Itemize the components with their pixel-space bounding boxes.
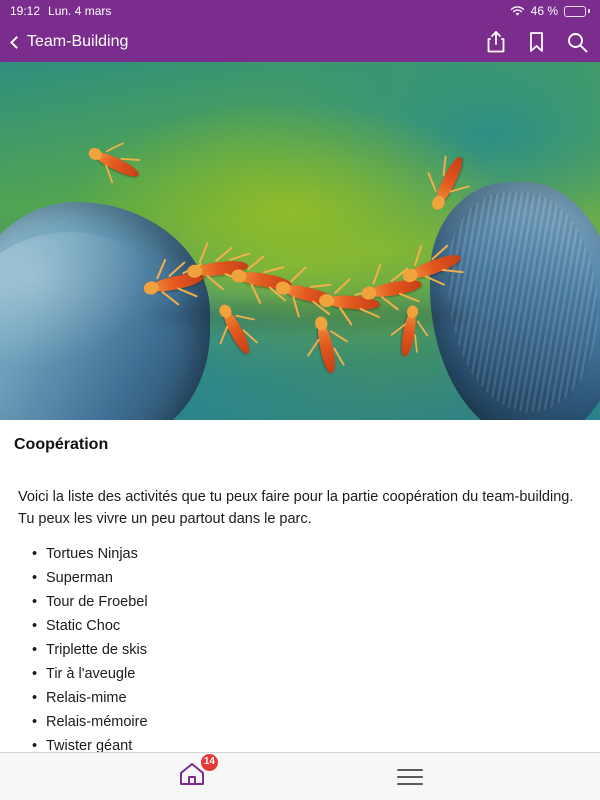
- ant-bridge: [150, 212, 480, 412]
- battery-percent-label: 46 %: [530, 4, 558, 18]
- list-item: • Relais-mime: [18, 686, 582, 710]
- hero-image: [0, 62, 600, 420]
- status-bar-right: [510, 4, 590, 18]
- bottom-toolbar: [0, 752, 600, 800]
- list-item: • Tortues Ninjas: [18, 542, 582, 566]
- home-button[interactable]: [177, 756, 215, 792]
- status-date: Lun. 4 mars: [48, 4, 112, 18]
- page-title: Coopération: [14, 436, 109, 453]
- article-content: [0, 420, 600, 752]
- status-bar-left: [10, 4, 111, 18]
- activities-list: [18, 542, 582, 752]
- list-item: • Triplette de skis: [18, 638, 582, 662]
- status-bar: [0, 0, 600, 22]
- share-icon[interactable]: [486, 30, 506, 54]
- battery-icon: [564, 6, 590, 17]
- list-item: • Superman: [18, 566, 582, 590]
- home-badge: 14: [201, 754, 218, 771]
- bookmark-icon[interactable]: [528, 31, 545, 53]
- list-item: • Relais-mémoire: [18, 710, 582, 734]
- back-button-label: Team-Building: [27, 33, 129, 50]
- list-item: • Tir à l'aveugle: [18, 662, 582, 686]
- search-icon[interactable]: [567, 32, 588, 53]
- status-time: 19:12: [10, 4, 41, 18]
- list-item: • Static Choc: [18, 614, 582, 638]
- article-body: [0, 468, 600, 752]
- hamburger-menu-icon[interactable]: [397, 769, 423, 785]
- chevron-left-icon: [10, 36, 23, 49]
- back-button[interactable]: [12, 33, 128, 51]
- navigation-actions: [486, 30, 588, 54]
- list-item: • Twister géant: [18, 734, 582, 752]
- list-item: • Tour de Froebel: [18, 590, 582, 614]
- wifi-icon: [510, 6, 525, 17]
- home-icon: [177, 774, 207, 791]
- intro-paragraph: Voici la liste des activités que tu peux faire pour la partie coopération du team-building. Tu peux les vivre un peu partout dans le parc.: [18, 489, 574, 527]
- navigation-bar: [0, 22, 600, 62]
